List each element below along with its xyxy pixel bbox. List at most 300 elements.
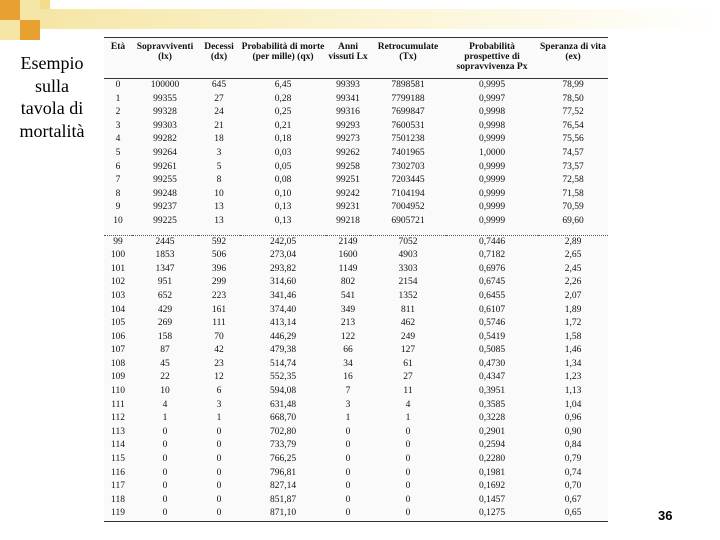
table-cell: 12 (214, 372, 224, 383)
table-row (104, 439, 608, 453)
table-cell: 0,21 (274, 120, 292, 131)
slide-title (4, 52, 100, 142)
table-cell: 592 (211, 236, 227, 247)
table-cell: 61 (403, 358, 413, 369)
table-cell: 396 (211, 263, 227, 274)
table-cell: 0,5746 (478, 318, 506, 329)
table-body-bottom (104, 235, 608, 521)
table-cell: 1347 (155, 263, 175, 274)
table-cell: 851,87 (269, 494, 297, 505)
table-cell: 462 (400, 318, 416, 329)
table-cell: 4 (162, 399, 168, 410)
table-cell: 22 (160, 372, 170, 383)
table-cell: 652 (157, 290, 173, 301)
table-cell: 23 (214, 358, 224, 369)
table-cell: 70,59 (562, 202, 584, 213)
table-cell: 0,13 (274, 215, 292, 226)
table-cell: 78,50 (562, 93, 584, 104)
table-cell: 99393 (336, 80, 360, 90)
table-cell: 0 (162, 440, 168, 451)
table-cell: 101 (110, 263, 126, 274)
table-cell: 3 (115, 120, 121, 131)
table-cell: 6,45 (274, 80, 292, 90)
table-cell: 668,70 (269, 413, 297, 424)
title-line: tavola di (20, 98, 84, 118)
table-cell: 299 (211, 277, 227, 288)
table-cell: 76,54 (562, 120, 584, 131)
table-cell: 0 (345, 426, 351, 437)
table-cell: 249 (400, 331, 416, 342)
table-cell: 3303 (398, 263, 418, 274)
table-cell: 0,6976 (478, 263, 506, 274)
table-cell: 0,70 (564, 481, 582, 492)
title-line: sulla (35, 75, 69, 96)
table-cell: 871,10 (240, 507, 326, 521)
table-cell: 99355 (153, 93, 177, 104)
table-row (104, 215, 608, 229)
table-cell: 0,3951 (478, 386, 506, 397)
table-cell: 0,9995 (478, 80, 506, 90)
table-cell: 7600531 (391, 120, 425, 131)
table-cell: 99237 (153, 202, 177, 213)
table-cell: 0,74 (564, 467, 582, 478)
mortality-table (104, 37, 608, 522)
table-cell: 0,9999 (478, 202, 506, 213)
table-cell: 99258 (336, 161, 360, 172)
table-cell: 0,90 (564, 426, 582, 437)
table-cell: 3 (345, 399, 351, 410)
table-cell: 5 (115, 147, 121, 158)
table-cell: 552,35 (269, 372, 297, 383)
table-row (104, 344, 608, 358)
table-cell: 103 (110, 290, 126, 301)
table-cell: 0 (216, 481, 222, 492)
table-cell: 429 (157, 304, 173, 315)
table-cell: 77,52 (562, 107, 584, 118)
table-cell: 269 (157, 318, 173, 329)
table-cell: 74,57 (562, 147, 584, 158)
table-cell: 446,29 (269, 331, 297, 342)
table-cell: 733,79 (269, 440, 297, 451)
table-cell: 0,9999 (478, 215, 506, 226)
table-cell: 0 (216, 440, 222, 451)
table-cell: 4 (115, 134, 121, 145)
table-cell: 7898581 (391, 80, 425, 90)
table-cell: 8 (216, 175, 222, 186)
table-cell: 811 (401, 304, 415, 315)
table-cell: 0 (345, 494, 351, 505)
table-cell: 16 (343, 372, 353, 383)
table-cell: 0 (405, 426, 411, 437)
table-cell: 0,65 (538, 507, 608, 521)
table-cell: 100000 (150, 80, 180, 90)
table-row (104, 426, 608, 440)
table-cell: 0 (162, 426, 168, 437)
table-row (104, 331, 608, 345)
table-cell: 2,89 (564, 236, 582, 247)
table-cell: 1,0000 (478, 147, 506, 158)
table-cell: 2,07 (564, 290, 582, 301)
table-cell: 99248 (153, 188, 177, 199)
table-row (104, 385, 608, 399)
table-cell: 0,96 (564, 413, 582, 424)
table-row (104, 161, 608, 175)
table-cell: 0 (405, 440, 411, 451)
table-cell: 1 (405, 413, 411, 424)
table-cell: 0,79 (564, 454, 582, 465)
table-row (104, 494, 608, 508)
table-row (104, 480, 608, 494)
table-cell: 161 (211, 304, 227, 315)
table-cell: 108 (110, 358, 126, 369)
table-row (104, 79, 608, 93)
table-cell: 0,9999 (478, 134, 506, 145)
table-cell: 10 (214, 188, 224, 199)
table-cell: 3 (216, 147, 222, 158)
table-cell: 0,18 (274, 134, 292, 145)
table-cell: 0 (162, 481, 168, 492)
table-cell: 102 (110, 277, 126, 288)
table-cell: 71,58 (562, 188, 584, 199)
header-accent-bar (40, 9, 720, 29)
table-cell: 2,65 (564, 250, 582, 261)
table-cell: 1,13 (564, 386, 582, 397)
table-cell: 87 (160, 345, 170, 356)
table-cell: 27 (214, 93, 224, 104)
table-cell: 99255 (153, 175, 177, 186)
table-cell: 2 (115, 107, 121, 118)
table-cell: 1149 (338, 263, 358, 274)
table-body-top (104, 79, 608, 229)
table-cell: 645 (211, 80, 227, 90)
table-row (104, 263, 608, 277)
table-cell: 8 (115, 188, 121, 199)
table-cell: 0 (162, 494, 168, 505)
table-cell: 413,14 (269, 318, 297, 329)
corner-square-4 (20, 20, 40, 40)
table-cell: 0,08 (274, 175, 292, 186)
table-cell: 99242 (336, 188, 360, 199)
table-row (104, 249, 608, 263)
table-cell: 99328 (153, 107, 177, 118)
table-row (104, 147, 608, 161)
table-cell: 0 (216, 426, 222, 437)
table-cell: 99261 (153, 161, 177, 172)
table-cell: 7 (345, 386, 351, 397)
table-cell: 0 (326, 507, 370, 521)
table-cell: 2149 (338, 236, 358, 247)
table-cell: 0,9998 (478, 120, 506, 131)
table-cell: 0,84 (564, 440, 582, 451)
table-cell: 1 (216, 413, 222, 424)
table-cell: 99273 (336, 134, 360, 145)
table-cell: 0,25 (274, 107, 292, 118)
table-cell: 6905721 (391, 215, 425, 226)
table-cell: 1,46 (564, 345, 582, 356)
column-header: Retrocumulate (Tx) (370, 38, 446, 79)
table-cell: 72,58 (562, 175, 584, 186)
table-cell: 99341 (336, 93, 360, 104)
table-cell: 1 (162, 413, 168, 424)
table-row (104, 201, 608, 215)
table-cell: 0 (162, 454, 168, 465)
table-cell: 10 (160, 386, 170, 397)
table-cell: 4 (405, 399, 411, 410)
table-cell: 0 (216, 494, 222, 505)
table-cell: 4903 (398, 250, 418, 261)
table-cell: 2,26 (564, 277, 582, 288)
table-cell: 594,08 (269, 386, 297, 397)
table-cell: 75,56 (562, 134, 584, 145)
table-cell: 127 (400, 345, 416, 356)
table-cell: 1352 (398, 290, 418, 301)
column-header: Decessi (dx) (198, 38, 240, 79)
table-row (104, 188, 608, 202)
table-cell: 99316 (336, 107, 360, 118)
table-cell: 7203445 (391, 175, 425, 186)
table-cell: 951 (157, 277, 173, 288)
table-cell: 0 (405, 454, 411, 465)
table-cell: 802 (340, 277, 356, 288)
table-cell: 6 (216, 386, 222, 397)
table-cell: 0 (216, 467, 222, 478)
column-header: Sopravviventi (lx) (132, 38, 198, 79)
table-cell: 0,05 (274, 161, 292, 172)
table-cell: 0,67 (564, 494, 582, 505)
table-cell: 0,9997 (478, 93, 506, 104)
table-cell: 0,9999 (478, 161, 506, 172)
table-cell: 2154 (398, 277, 418, 288)
table-row (104, 120, 608, 134)
table-cell: 104 (110, 304, 126, 315)
table-row (104, 371, 608, 385)
table-cell: 1,04 (564, 399, 582, 410)
table-row (104, 235, 608, 249)
table-cell: 13 (214, 202, 224, 213)
table-cell: 112 (111, 413, 125, 424)
table-row (104, 276, 608, 290)
table-cell: 34 (343, 358, 353, 369)
table-cell: 0,6455 (478, 290, 506, 301)
table-cell: 0,1981 (478, 467, 506, 478)
table-cell: 242,05 (269, 236, 297, 247)
table-cell: 0 (345, 467, 351, 478)
table-row (104, 358, 608, 372)
table-cell: 7302703 (391, 161, 425, 172)
table-cell: 78,99 (562, 80, 584, 90)
column-header: Età (104, 38, 132, 79)
table-cell: 514,74 (269, 358, 297, 369)
table-cell: 18 (214, 134, 224, 145)
table-cell: 0,5419 (478, 331, 506, 342)
table-cell: 11 (403, 386, 413, 397)
table-cell: 273,04 (269, 250, 297, 261)
table-cell: 374,40 (269, 304, 297, 315)
table-row (104, 93, 608, 107)
table-cell: 66 (343, 345, 353, 356)
column-header: Probabilità prospettive di sopravvivenza Px (446, 38, 538, 79)
table-cell: 223 (211, 290, 227, 301)
table-cell: 1,23 (564, 372, 582, 383)
table-cell: 0,4347 (478, 372, 506, 383)
table-cell: 0,6745 (478, 277, 506, 288)
table-cell: 2,45 (564, 263, 582, 274)
table-cell: 0,9998 (478, 107, 506, 118)
table-cell: 9 (115, 202, 121, 213)
table-cell: 6 (115, 161, 121, 172)
table-cell: 7104194 (391, 188, 425, 199)
table-cell: 24 (214, 107, 224, 118)
table-cell: 0 (370, 507, 446, 521)
table-cell: 5 (216, 161, 222, 172)
table-row (104, 507, 608, 521)
table-cell: 796,81 (269, 467, 297, 478)
table-row (104, 304, 608, 318)
title-line: Esempio (20, 53, 84, 73)
table-cell: 69,60 (562, 215, 584, 226)
corner-square-3 (0, 20, 20, 40)
table-cell: 100 (110, 250, 126, 261)
table-cell: 45 (160, 358, 170, 369)
table-row (104, 399, 608, 413)
table-cell: 0,1457 (478, 494, 506, 505)
title-line: mortalità (19, 120, 85, 141)
table-cell: 0,2280 (478, 454, 506, 465)
table-cell: 341,46 (269, 290, 297, 301)
table-cell: 116 (111, 467, 125, 478)
table-row (104, 106, 608, 120)
table-cell: 10 (113, 215, 123, 226)
table-cell: 0 (405, 481, 411, 492)
table-cell: 0,2901 (478, 426, 506, 437)
table-cell: 1853 (155, 250, 175, 261)
table-cell: 73,57 (562, 161, 584, 172)
table-cell: 506 (211, 250, 227, 261)
table-cell: 0 (198, 507, 240, 521)
table-cell: 115 (111, 454, 125, 465)
table-cell: 0,1692 (478, 481, 506, 492)
table-cell: 0 (345, 440, 351, 451)
table-cell: 99303 (153, 120, 177, 131)
table-cell: 99264 (153, 147, 177, 158)
table-cell: 1600 (338, 250, 358, 261)
table-cell: 122 (340, 331, 356, 342)
table-cell: 3 (216, 399, 222, 410)
table-cell: 0 (162, 467, 168, 478)
table-cell: 111 (111, 399, 125, 410)
table-cell: 0,03 (274, 147, 292, 158)
table-cell: 1,34 (564, 358, 582, 369)
table-cell: 7501238 (391, 134, 425, 145)
table-cell: 106 (110, 331, 126, 342)
table-cell: 118 (111, 494, 125, 505)
table-cell: 0 (345, 454, 351, 465)
table-cell: 7052 (398, 236, 418, 247)
table-cell: 7799188 (391, 93, 425, 104)
table-cell: 702,80 (269, 426, 297, 437)
table-cell: 99 (113, 236, 123, 247)
table-cell: 0,10 (274, 188, 292, 199)
table-cell: 7 (115, 175, 121, 186)
table-cell: 0,3585 (478, 399, 506, 410)
table-cell: 0,2594 (478, 440, 506, 451)
table-cell: 0,13 (274, 202, 292, 213)
table-cell: 314,60 (269, 277, 297, 288)
table-row (104, 133, 608, 147)
table-cell: 213 (340, 318, 356, 329)
table-cell: 7401965 (391, 147, 425, 158)
table-cell: 0,9999 (478, 188, 506, 199)
table-cell: 42 (214, 345, 224, 356)
column-header: Anni vissuti Lx (326, 38, 370, 79)
table-cell: 7699847 (391, 107, 425, 118)
table-cell: 105 (110, 318, 126, 329)
table-row (104, 174, 608, 188)
table-cell: 1 (345, 413, 351, 424)
table-row (104, 412, 608, 426)
table-cell: 827,14 (269, 481, 297, 492)
table-row (104, 290, 608, 304)
table-cell: 0 (132, 507, 198, 521)
table-cell: 0,4730 (478, 358, 506, 369)
table-cell: 0 (216, 454, 222, 465)
table-cell: 158 (157, 331, 173, 342)
table-cell: 0,1275 (446, 507, 538, 521)
table-cell: 110 (111, 386, 125, 397)
table-cell: 0,28 (274, 93, 292, 104)
table-cell: 107 (110, 345, 126, 356)
table-cell: 0,9999 (478, 175, 506, 186)
table-cell: 479,38 (269, 345, 297, 356)
table-cell: 0,5085 (478, 345, 506, 356)
table-cell: 1,58 (564, 331, 582, 342)
table-cell: 1,72 (564, 318, 582, 329)
table-cell: 27 (403, 372, 413, 383)
table-cell: 99262 (336, 147, 360, 158)
table-cell: 111 (212, 318, 226, 329)
table-row (104, 467, 608, 481)
table-cell: 0,6107 (478, 304, 506, 315)
table-cell: 119 (104, 507, 132, 521)
table-cell: 1,89 (564, 304, 582, 315)
table-cell: 70 (214, 331, 224, 342)
table-cell: 0 (405, 494, 411, 505)
page-number: 36 (658, 508, 673, 523)
table-cell: 0,7182 (478, 250, 506, 261)
table-cell: 0,3228 (478, 413, 506, 424)
table-cell: 109 (110, 372, 126, 383)
column-header: Probabilità di morte (per mille) (qx) (240, 38, 326, 79)
table-cell: 0 (405, 467, 411, 478)
table-cell: 99218 (336, 215, 360, 226)
table-cell: 13 (214, 215, 224, 226)
corner-square-2 (20, 0, 40, 20)
table-cell: 631,48 (269, 399, 297, 410)
table-cell: 2445 (155, 236, 175, 247)
table-cell: 113 (111, 426, 125, 437)
table-cell: 0 (115, 80, 121, 90)
table-cell: 117 (111, 481, 125, 492)
table-cell: 0 (345, 481, 351, 492)
table-cell: 99251 (336, 175, 360, 186)
column-header: Speranza di vita (ex) (538, 38, 608, 79)
table-cell: 99231 (336, 202, 360, 213)
table-cell: 541 (340, 290, 356, 301)
table-row (104, 317, 608, 331)
table-cell: 99225 (153, 215, 177, 226)
table-cell: 99293 (336, 120, 360, 131)
table-cell: 114 (111, 440, 125, 451)
